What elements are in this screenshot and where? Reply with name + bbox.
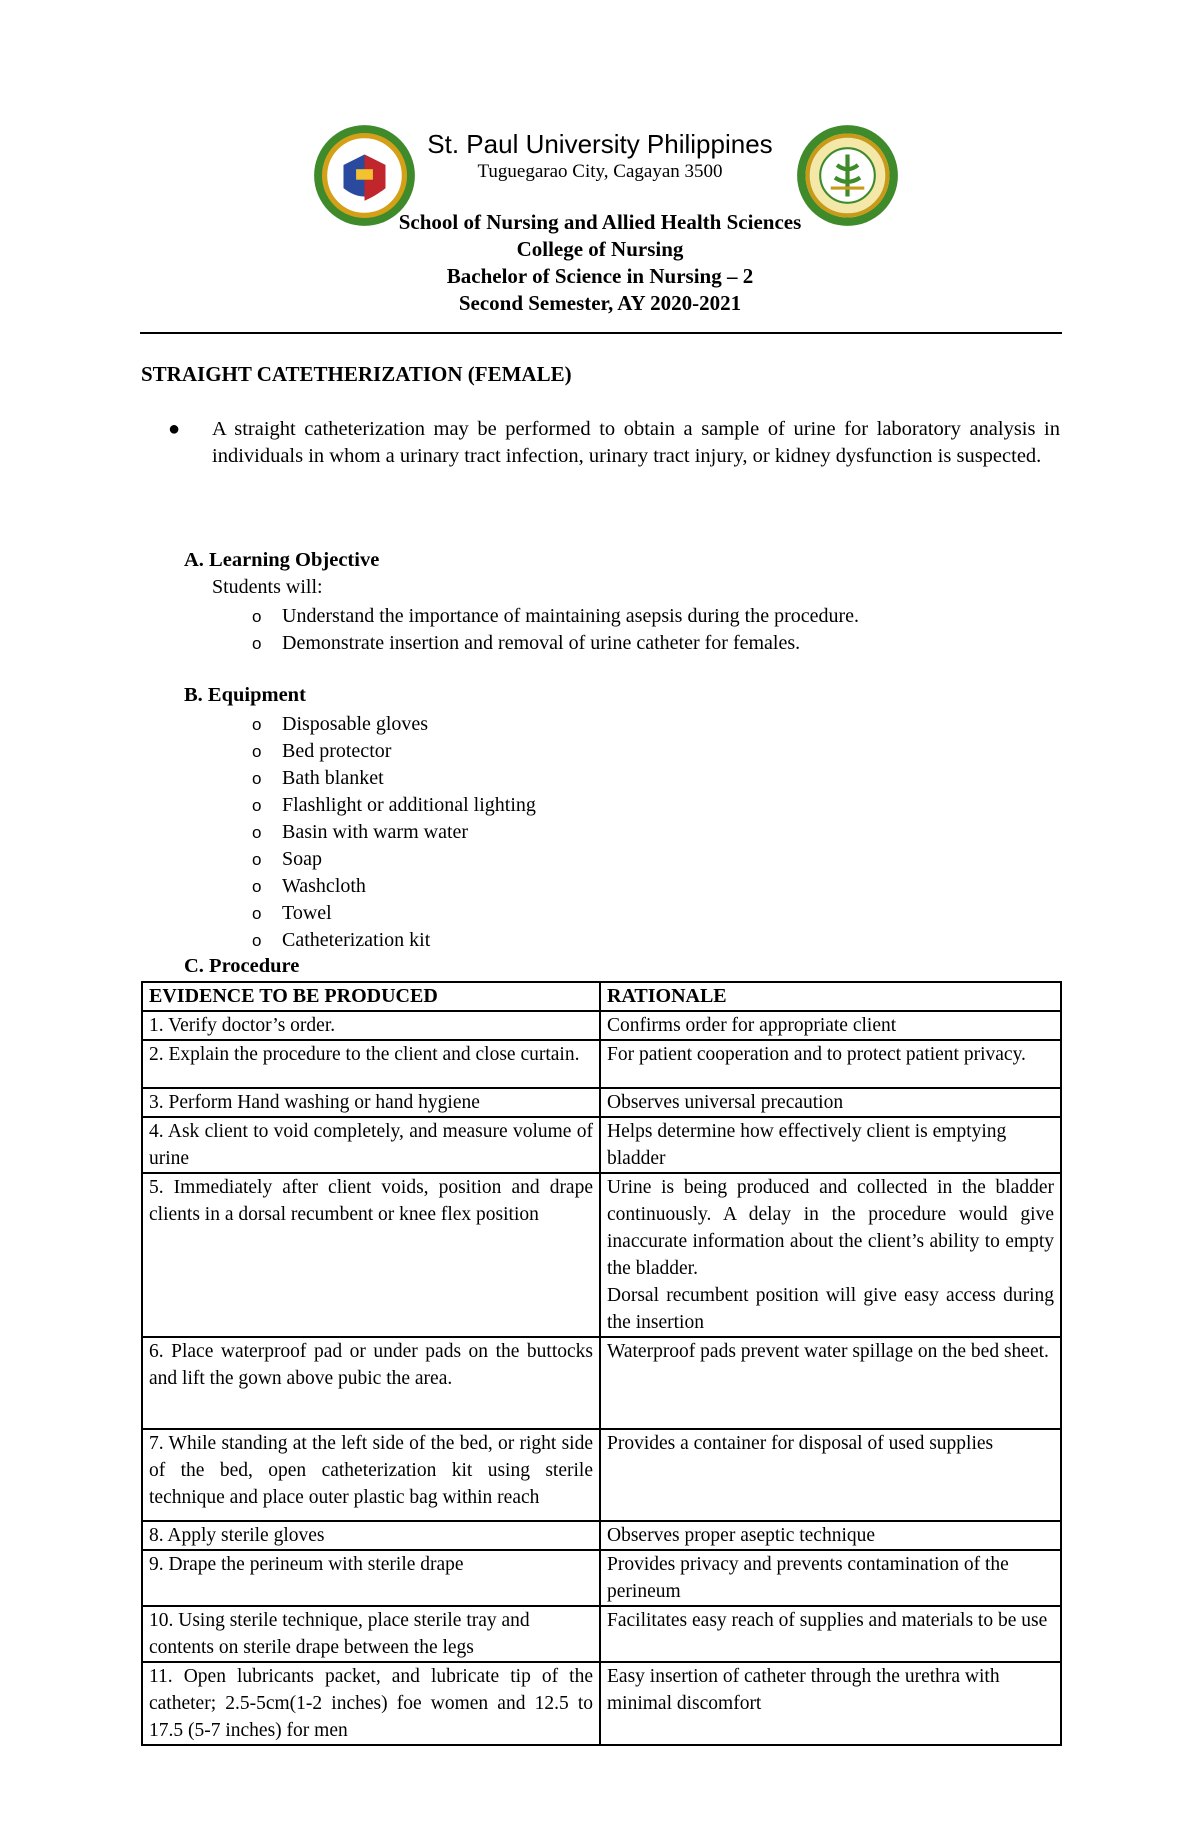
- equipment-item: [252, 927, 536, 954]
- equipment-item-text: Washcloth: [282, 875, 366, 897]
- table-row: [142, 1040, 1061, 1088]
- equipment-item: [252, 711, 536, 738]
- equipment-item: [252, 765, 536, 792]
- university-name: St. Paul University Philippines: [427, 129, 773, 159]
- equipment-item: [252, 873, 536, 900]
- objective-item-text: Demonstrate insertion and removal of urine catheter for females.: [282, 632, 801, 654]
- evidence-cell: 10. Using sterile technique, place sterile tray and contents on sterile drape between the legs: [142, 1606, 600, 1662]
- rationale-cell: Helps determine how effectively client is emptying bladder: [600, 1117, 1061, 1173]
- circle-bullet-icon: o: [252, 931, 262, 950]
- rationale-cell: Facilitates easy reach of supplies and materials to be use: [600, 1606, 1061, 1662]
- table-row: [142, 1521, 1061, 1550]
- rationale-cell: Waterproof pads prevent water spillage on the bed sheet.: [600, 1337, 1061, 1429]
- header-divider: [140, 332, 1062, 334]
- rationale-cell: Urine is being produced and collected in the bladder continuously. A delay in the procedure would give inaccurate information about the client’s ability to empty the bladder. Dorsal recumbent position will give easy access during the insertion: [600, 1173, 1061, 1337]
- table-row: [142, 1429, 1061, 1521]
- intro-paragraph: A straight catheterization may be performed to obtain a sample of urine for laboratory analysis in individuals in whom a urinary tract infection, urinary tract injury, or kidney dysfunction is suspected.: [212, 418, 1060, 467]
- circle-bullet-icon: o: [252, 607, 262, 626]
- equipment-item-text: Flashlight or additional lighting: [282, 794, 536, 816]
- evidence-cell: 2. Explain the procedure to the client and close curtain.: [142, 1040, 600, 1088]
- document-title: STRAIGHT CATETHERIZATION (FEMALE): [141, 362, 572, 386]
- equipment-item-text: Bath blanket: [282, 767, 384, 789]
- equipment-item-text: Catheterization kit: [282, 929, 431, 951]
- evidence-cell: 1. Verify doctor’s order.: [142, 1011, 600, 1040]
- bullet-icon: ●: [168, 418, 181, 440]
- column-header-rationale: RATIONALE: [600, 982, 1061, 1011]
- procedure-heading: C. Procedure: [184, 955, 300, 977]
- circle-bullet-icon: o: [252, 769, 262, 788]
- equipment-list: [252, 711, 536, 954]
- college-name: College of Nursing: [516, 237, 684, 261]
- circle-bullet-icon: o: [252, 634, 262, 653]
- table-row: [142, 1011, 1061, 1040]
- equipment-heading: B. Equipment: [184, 684, 306, 706]
- circle-bullet-icon: o: [252, 796, 262, 815]
- table-row: [142, 1173, 1061, 1337]
- program-name: Bachelor of Science in Nursing – 2: [446, 264, 754, 288]
- rationale-cell: Confirms order for appropriate client: [600, 1011, 1061, 1040]
- objective-item: [252, 603, 859, 630]
- rationale-cell: For patient cooperation and to protect patient privacy.: [600, 1040, 1061, 1088]
- column-header-evidence: EVIDENCE TO BE PRODUCED: [142, 982, 600, 1011]
- table-row: [142, 1550, 1061, 1606]
- circle-bullet-icon: o: [252, 823, 262, 842]
- equipment-item: [252, 900, 536, 927]
- evidence-cell: 4. Ask client to void completely, and measure volume of urine: [142, 1117, 600, 1173]
- objective-item: [252, 630, 859, 657]
- evidence-cell: 8. Apply sterile gloves: [142, 1521, 600, 1550]
- table-row: [142, 1117, 1061, 1173]
- rationale-cell: Provides a container for disposal of used supplies: [600, 1429, 1061, 1521]
- equipment-item-text: Bed protector: [282, 740, 392, 762]
- circle-bullet-icon: o: [252, 850, 262, 869]
- equipment-item: [252, 819, 536, 846]
- equipment-item: [252, 846, 536, 873]
- circle-bullet-icon: o: [252, 904, 262, 923]
- table-row: [142, 1606, 1061, 1662]
- evidence-cell: 6. Place waterproof pad or under pads on the buttocks and lift the gown above pubic the area.: [142, 1337, 600, 1429]
- rationale-cell: Observes universal precaution: [600, 1088, 1061, 1117]
- evidence-cell: 3. Perform Hand washing or hand hygiene: [142, 1088, 600, 1117]
- evidence-cell: 9. Drape the perineum with sterile drape: [142, 1550, 600, 1606]
- equipment-item-text: Disposable gloves: [282, 713, 429, 735]
- objective-list: [252, 603, 859, 657]
- rationale-cell: Easy insertion of catheter through the urethra with minimal discomfort: [600, 1662, 1061, 1745]
- table-row: [142, 1337, 1061, 1429]
- equipment-item-text: Basin with warm water: [282, 821, 469, 843]
- circle-bullet-icon: o: [252, 715, 262, 734]
- objective-lead: Students will:: [212, 576, 323, 598]
- table-row: [142, 1662, 1061, 1745]
- equipment-item-text: Towel: [282, 902, 332, 924]
- table-header-row: [142, 982, 1061, 1011]
- equipment-item-text: Soap: [282, 848, 322, 870]
- equipment-item: [252, 738, 536, 765]
- procedure-table: [141, 981, 1062, 1746]
- evidence-cell: 5. Immediately after client voids, position and drape clients in a dorsal recumbent or knee flex position: [142, 1173, 600, 1337]
- equipment-item: [252, 792, 536, 819]
- table-row: [142, 1088, 1061, 1117]
- school-name: School of Nursing and Allied Health Sciences: [398, 210, 802, 234]
- objective-heading: A. Learning Objective: [184, 549, 380, 571]
- circle-bullet-icon: o: [252, 877, 262, 896]
- objective-item-text: Understand the importance of maintaining asepsis during the procedure.: [282, 605, 860, 627]
- circle-bullet-icon: o: [252, 742, 262, 761]
- university-city: Tuguegarao City, Cagayan 3500: [477, 161, 723, 182]
- rationale-cell: Provides privacy and prevents contamination of the perineum: [600, 1550, 1061, 1606]
- rationale-cell: Observes proper aseptic technique: [600, 1521, 1061, 1550]
- evidence-cell: 11. Open lubricants packet, and lubricate tip of the catheter; 2.5-5cm(1-2 inches) foe women and 12.5 to 17.5 (5-7 inches) for men: [142, 1662, 600, 1745]
- evidence-cell: 7. While standing at the left side of the bed, or right side of the bed, open catheterization kit using sterile technique and place outer plastic bag within reach: [142, 1429, 600, 1521]
- semester: Second Semester, AY 2020-2021: [458, 291, 742, 315]
